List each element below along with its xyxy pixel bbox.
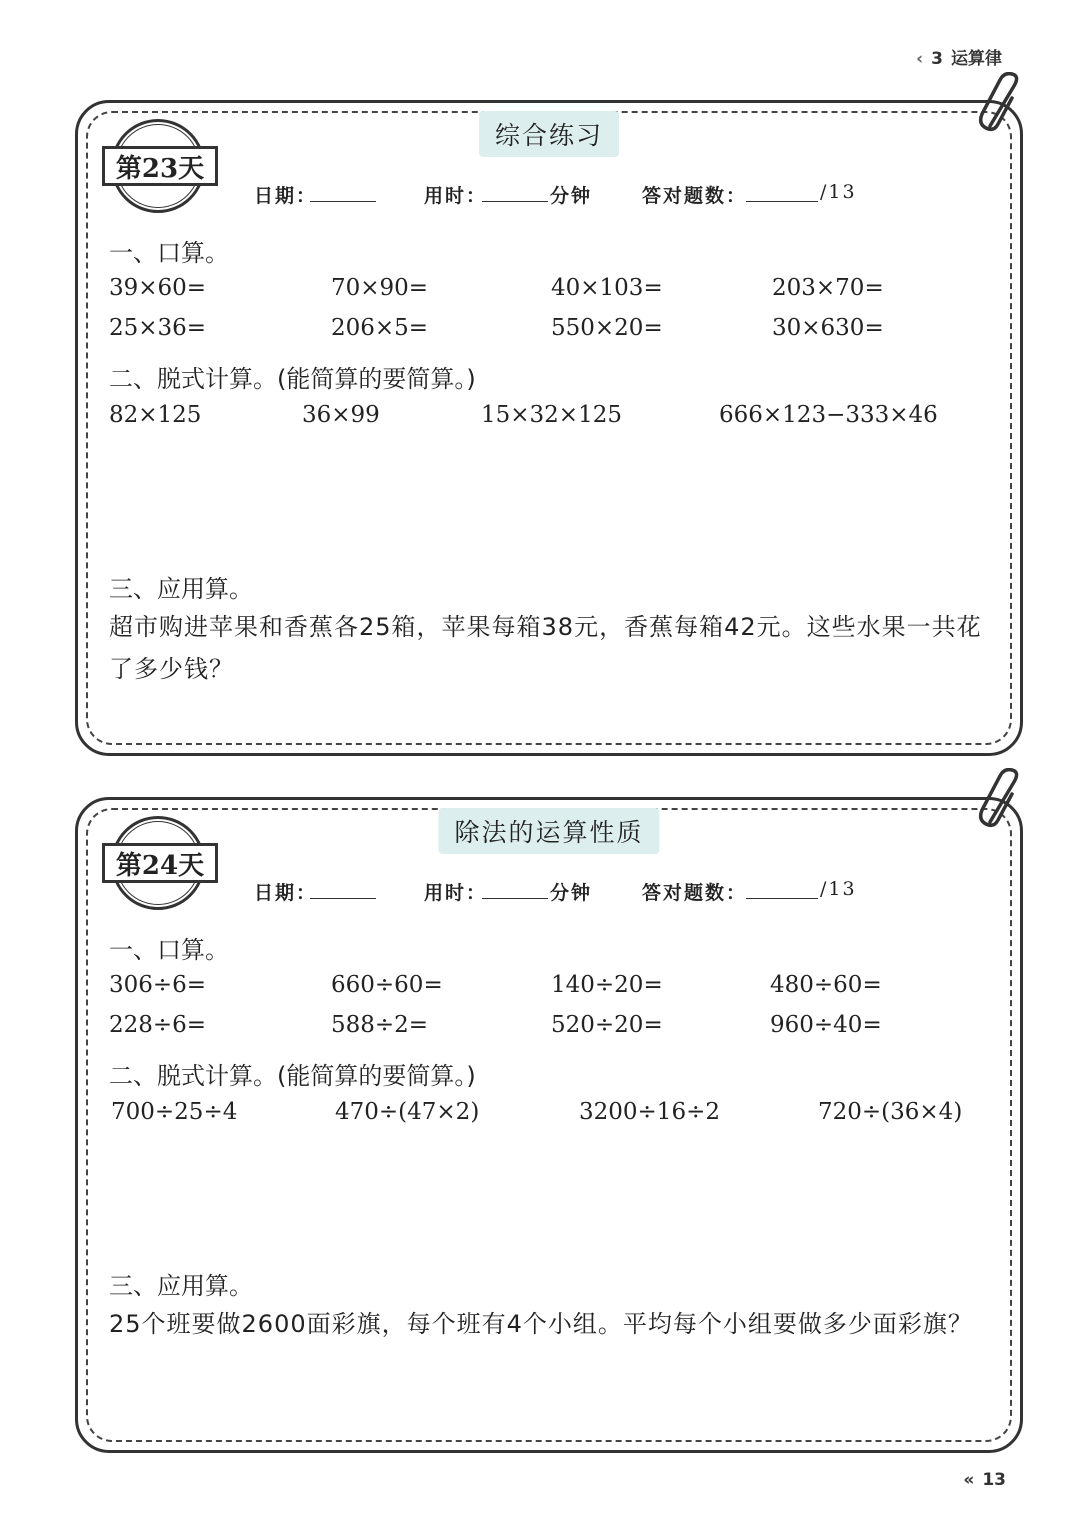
written-item: 36×99 (302, 402, 380, 428)
oral-item: 588÷2= (331, 1012, 429, 1038)
written-item: 700÷25÷4 (111, 1099, 238, 1125)
written-item: 720÷(36×4) (818, 1099, 963, 1125)
correct-blank[interactable] (746, 878, 818, 899)
time-blank[interactable] (482, 878, 548, 899)
section-written: 二、脱式计算。(能简算的要简算。) (109, 1062, 476, 1090)
page-footer (963, 1470, 1006, 1490)
written-item: 470÷(47×2) (335, 1099, 480, 1125)
time-blank[interactable] (482, 181, 548, 202)
oral-item: 306÷6= (109, 972, 207, 998)
oral-item: 203×70= (772, 275, 884, 301)
written-item: 666×123−333×46 (719, 402, 938, 428)
written-item: 3200÷16÷2 (579, 1099, 720, 1125)
correct-label: 答对题数： (642, 185, 748, 207)
oral-item: 228÷6= (109, 1012, 207, 1038)
section-oral: 一、口算。 (109, 936, 229, 964)
worksheet-card-day-24 (75, 797, 1023, 1453)
chevron-left-icon: ‹ (916, 49, 924, 69)
total-count: /13 (820, 181, 857, 203)
oral-item: 660÷60= (331, 972, 443, 998)
page-number: 13 (982, 1470, 1006, 1490)
word-problem: 25个班要做2600面彩旗，每个班有4个小组。平均每个小组要做多少面彩旗？ (109, 1310, 973, 1338)
paperclip-icon (976, 768, 1026, 832)
oral-item: 39×60= (109, 275, 207, 301)
oral-item: 30×630= (772, 315, 884, 341)
minutes-label: 分钟 (550, 185, 593, 207)
day-label: 第23天 (102, 146, 218, 186)
worksheet-card-day-23 (75, 100, 1023, 756)
section-written: 二、脱式计算。(能简算的要简算。) (109, 365, 476, 393)
date-label: 日期： (254, 882, 318, 904)
card-title: 综合练习 (479, 111, 619, 157)
total-count: /13 (820, 878, 857, 900)
oral-item: 206×5= (331, 315, 429, 341)
day-label: 第24天 (102, 843, 218, 883)
time-label: 用时： (424, 882, 488, 904)
oral-item: 140÷20= (551, 972, 663, 998)
minutes-label: 分钟 (550, 882, 593, 904)
oral-item: 520÷20= (551, 1012, 663, 1038)
correct-blank[interactable] (746, 181, 818, 202)
date-label: 日期： (254, 185, 318, 207)
date-blank[interactable] (310, 878, 376, 899)
section-application: 三、应用算。 (109, 575, 253, 603)
section-oral: 一、口算。 (109, 239, 229, 267)
oral-item: 25×36= (109, 315, 207, 341)
chapter-title: 运算律 (951, 49, 1002, 69)
oral-item: 960÷40= (770, 1012, 882, 1038)
time-label: 用时： (424, 185, 488, 207)
correct-label: 答对题数： (642, 882, 748, 904)
double-chevron-icon: « (963, 1470, 975, 1490)
oral-item: 40×103= (551, 275, 663, 301)
oral-item: 550×20= (551, 315, 663, 341)
date-blank[interactable] (310, 181, 376, 202)
card-title: 除法的运算性质 (438, 808, 659, 854)
written-item: 15×32×125 (481, 402, 622, 428)
oral-item: 70×90= (331, 275, 429, 301)
day-badge (102, 816, 218, 910)
oral-item: 480÷60= (770, 972, 882, 998)
chapter-number: 3 (931, 49, 943, 69)
day-badge (102, 119, 218, 213)
written-item: 82×125 (109, 402, 202, 428)
dashed-border (86, 808, 1012, 1442)
page-header (916, 44, 1002, 69)
paperclip-icon (976, 72, 1026, 136)
word-problem: 超市购进苹果和香蕉各25箱，苹果每箱38元，香蕉每箱42元。这些水果一共花了多少钱？ (109, 613, 982, 683)
section-application: 三、应用算。 (109, 1272, 253, 1300)
